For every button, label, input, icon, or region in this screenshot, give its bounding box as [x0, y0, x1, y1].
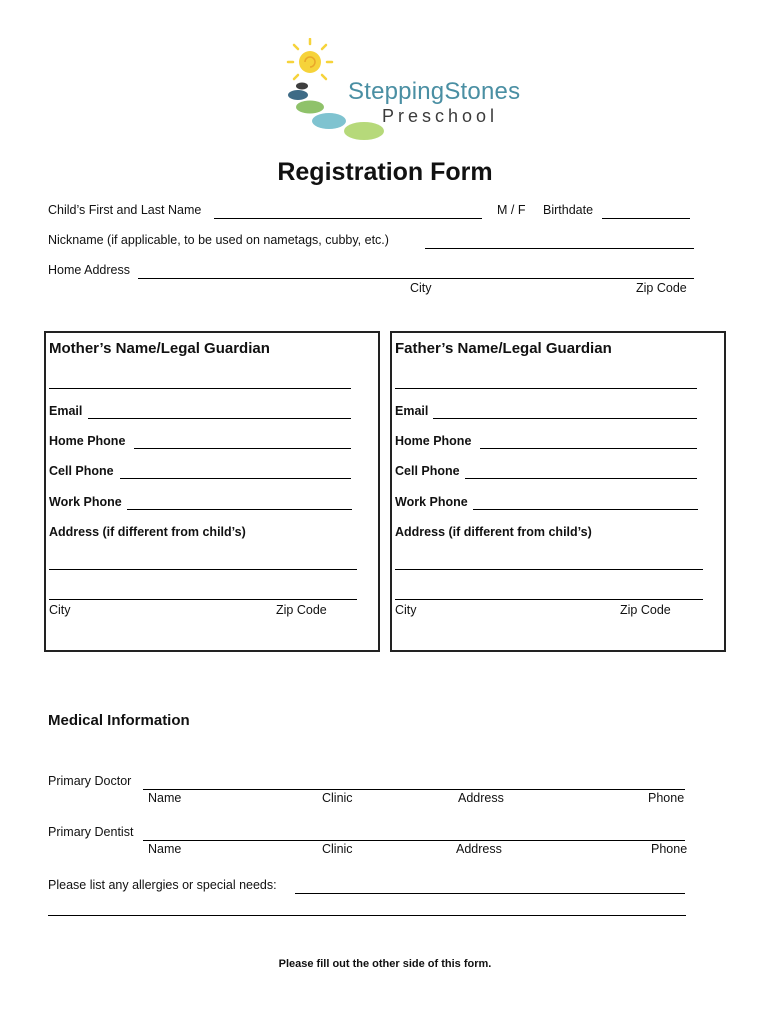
father-home-phone-field[interactable] [480, 448, 697, 449]
father-city-label: City [395, 603, 417, 617]
logo-subtitle: Preschool [382, 106, 499, 126]
father-home-phone-label: Home Phone [395, 434, 472, 448]
mother-name-field[interactable] [49, 388, 351, 389]
logo [280, 38, 521, 143]
nickname-field[interactable] [425, 248, 694, 249]
father-heading: Father’s Name/Legal Guardian [395, 340, 612, 357]
home-address-field[interactable] [138, 278, 694, 279]
father-cell-phone-field[interactable] [465, 478, 697, 479]
father-address-label: Address (if different from child’s) [395, 525, 592, 539]
sex-label: M / F [497, 203, 526, 217]
father-work-phone-field[interactable] [473, 509, 698, 510]
mother-address-line-2[interactable] [49, 599, 357, 600]
sun-icon [288, 39, 332, 79]
logo-name: SteppingStones [348, 78, 521, 105]
doctor-phone-caption: Phone [648, 791, 685, 805]
father-address-line-1[interactable] [395, 569, 703, 570]
dentist-name-caption: Name [148, 842, 182, 856]
mother-cell-phone-field[interactable] [120, 478, 351, 479]
mother-city-label: City [49, 603, 71, 617]
father-work-phone-label: Work Phone [395, 495, 468, 509]
mother-cell-phone-label: Cell Phone [49, 464, 114, 478]
birthdate-label: Birthdate [543, 203, 594, 217]
mother-work-phone-label: Work Phone [49, 495, 122, 509]
father-zip-label: Zip Code [620, 603, 671, 617]
father-cell-phone-label: Cell Phone [395, 464, 460, 478]
doctor-address-caption: Address [458, 791, 504, 805]
home-zip-label: Zip Code [636, 281, 687, 295]
allergies-field-2[interactable] [48, 915, 686, 916]
father-name-field[interactable] [395, 388, 697, 389]
home-address-label: Home Address [48, 263, 130, 277]
dentist-label: Primary Dentist [48, 825, 134, 839]
mother-address-line-1[interactable] [49, 569, 357, 570]
father-email-label: Email [395, 404, 429, 418]
doctor-name-caption: Name [148, 791, 182, 805]
dentist-address-caption: Address [456, 842, 502, 856]
mother-zip-label: Zip Code [276, 603, 327, 617]
dentist-field[interactable] [143, 840, 685, 841]
nickname-label: Nickname (if applicable, to be used on nametags, cubby, etc.) [48, 233, 389, 247]
mother-email-field[interactable] [88, 418, 351, 419]
medical-heading: Medical Information [48, 712, 190, 729]
page-title: Registration Form [277, 158, 493, 186]
birthdate-field[interactable] [602, 218, 690, 219]
father-guardian-box [390, 331, 726, 652]
child-name-field[interactable] [214, 218, 482, 219]
dentist-phone-caption: Phone [651, 842, 688, 856]
mother-home-phone-field[interactable] [134, 448, 351, 449]
home-city-label: City [410, 281, 432, 295]
dentist-clinic-caption: Clinic [322, 842, 353, 856]
father-address-line-2[interactable] [395, 599, 703, 600]
father-email-field[interactable] [433, 418, 697, 419]
child-name-label: Child’s First and Last Name [48, 203, 202, 217]
mother-guardian-box [44, 331, 380, 652]
mother-address-label: Address (if different from child’s) [49, 525, 246, 539]
mother-email-label: Email [49, 404, 83, 418]
allergies-field-1[interactable] [295, 893, 685, 894]
doctor-clinic-caption: Clinic [322, 791, 353, 805]
mother-heading: Mother’s Name/Legal Guardian [49, 340, 270, 357]
footer-note: Please fill out the other side of this form. [278, 958, 492, 970]
allergies-label: Please list any allergies or special needs: [48, 878, 277, 892]
mother-work-phone-field[interactable] [127, 509, 352, 510]
doctor-label: Primary Doctor [48, 774, 132, 788]
mother-home-phone-label: Home Phone [49, 434, 126, 448]
doctor-field[interactable] [143, 789, 685, 790]
